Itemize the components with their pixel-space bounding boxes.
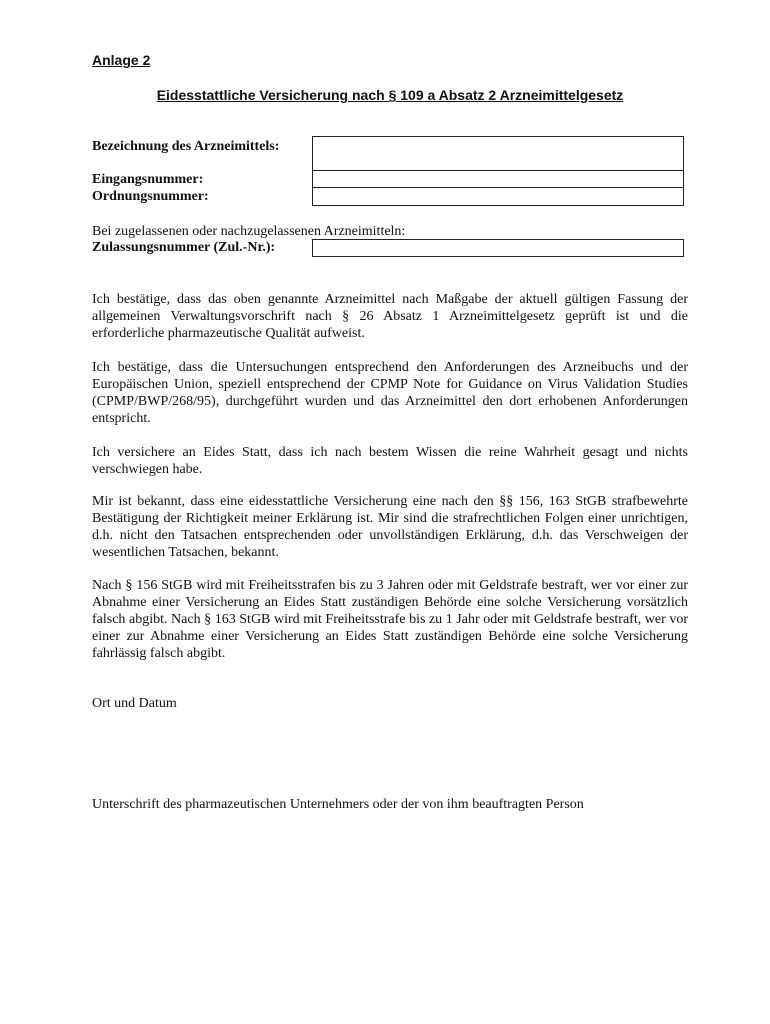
- paragraph-studies: Ich bestätige, dass die Untersuchungen entsprechend den Anforderungen des Arzneibuchs und der Europäischen Union, speziell entsprechend der CPMP Note for Guidance on Virus Validation Studies (CPMP/BWP/268/95), durchgeführt wurden und das Arzneimittel den dort erhobenen Anforderungen entspricht.: [92, 360, 688, 426]
- bezeichnung-field[interactable]: [312, 136, 684, 171]
- place-date-label: Ort und Datum: [92, 696, 177, 711]
- paragraph-penalties: Nach § 156 StGB wird mit Freiheitsstrafen bis zu 3 Jahren oder mit Geldstrafe bestraft, wer vor einer zur Abnahme einer Versicherung an Eides Statt zuständigen Behörde eine solche Versicherung vorsätzlich falsch abgibt. Nach § 163 StGB wird mit Freiheitsstrafe bis zu 1 Jahr oder mit Geldstrafe bestraft, wer vor einer zur Abnahme einer Versicherung an Eides Statt zuständigen Behörde eine solche Versicherung fahrlässig falsch abgibt.: [92, 578, 688, 661]
- paragraph-awareness: Mir ist bekannt, dass eine eidesstattliche Versicherung eine nach den §§ 156, 163 StGB strafbewehrte Bestätigung der Richtigkeit meiner Erklärung ist. Mir sind die strafrechtlichen Folgen einer unrichtigen, d.h. nicht den Tatsachen entsprechenden oder unvollständigen Erklärung, d.h. das Verschweigen der wesentlichen Tatsachen, bekannt.: [92, 494, 688, 560]
- zulassungsnummer-field[interactable]: [312, 239, 684, 257]
- ordnungsnummer-field[interactable]: [312, 188, 684, 206]
- signature-label: Unterschrift des pharmazeutischen Unternehmers oder der von ihm beauftragten Person: [92, 797, 584, 812]
- paragraph-quality: Ich bestätige, dass das oben genannte Arzneimittel nach Maßgabe der aktuell gültigen Fassung der allgemeinen Verwaltungsvorschrift nach § 26 Absatz 1 Arzneimittelgesetz geprüft ist und die erforderliche pharmazeutische Qualität aufweist.: [92, 292, 688, 341]
- ordnungsnummer-label: Ordnungsnummer:: [92, 189, 209, 204]
- eingangsnummer-field[interactable]: [312, 171, 684, 188]
- paragraph-oath: Ich versichere an Eides Statt, dass ich nach bestem Wissen die reine Wahrheit gesagt und nichts verschwiegen habe.: [92, 445, 688, 477]
- bezeichnung-label: Bezeichnung des Arzneimittels:: [92, 139, 280, 154]
- annex-label: Anlage 2: [92, 52, 151, 68]
- eingangsnummer-label: Eingangsnummer:: [92, 172, 204, 187]
- page-title: Eidesstattliche Versicherung nach § 109 a Absatz 2 Arzneimittelgesetz: [156, 87, 624, 103]
- zulassungsnummer-label: Zulassungsnummer (Zul.-Nr.):: [92, 240, 276, 255]
- zulassung-intro: Bei zugelassenen oder nachzugelassenen Arzneimitteln:: [92, 224, 406, 239]
